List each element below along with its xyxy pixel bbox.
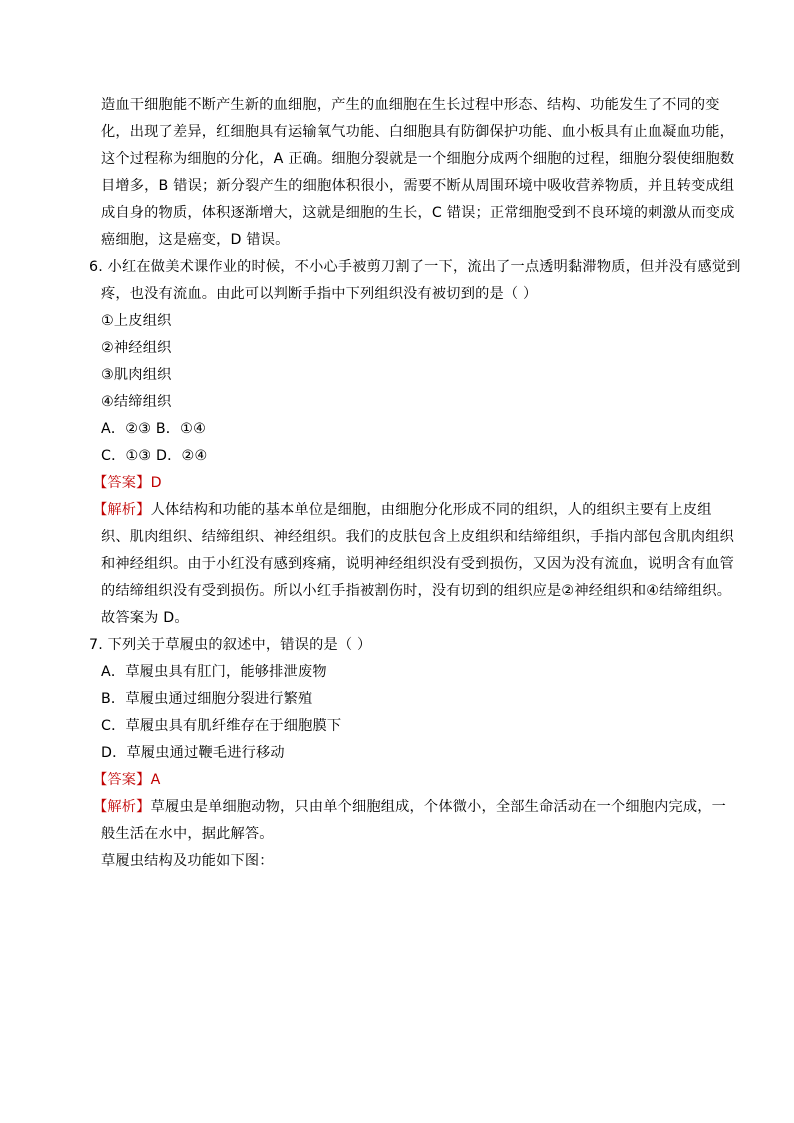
q5-explanation-line-4: 目增多，B 错误；新分裂产生的细胞体积很小，需要不断从周围环境中吸收营养物质，并且转变成组 [101, 178, 735, 194]
q6-analysis-line-5: 故答案为 D。 [101, 610, 189, 626]
q7-figure-caption: 草履虫结构及功能如下图： [101, 853, 274, 869]
q5-explanation-line-3: 这个过程称为细胞的分化，A 正确。细胞分裂就是一个细胞分成两个细胞的过程，细胞分裂使细胞数 [101, 151, 735, 167]
q7-analysis-line-1 [93, 798, 726, 816]
q6-analysis-line-3: 和神经组织。由于小红没有感到疼痛，说明神经组织没有受到损伤，又因为没有流血，说明含有血管 [101, 556, 735, 572]
q6-options-row-1: A．②③ B．①④ [101, 421, 206, 437]
q7-option-b: B．草履虫通过细胞分裂进行繁殖 [101, 691, 313, 707]
q6-analysis-line-1 [93, 501, 712, 519]
q7-answer-label: 【答案】 [93, 772, 151, 788]
q6-options-row-2: C．①③ D．②④ [101, 448, 208, 464]
q7-option-a: A．草履虫具有肛门，能够排泄废物 [101, 664, 327, 680]
q7-answer [93, 771, 160, 789]
q6-answer-label: 【答案】 [93, 475, 151, 491]
q5-explanation-line-5: 成自身的物质，体积逐渐增大，这就是细胞的生长，C 错误；正常细胞受到不良环境的刺激从而变成 [101, 205, 735, 221]
q6-stem-line-1: 6. 小红在做美术课作业的时候，不小心手被剪刀割了一下，流出了一点透明黏滞物质，但并没有感觉到 [89, 259, 741, 275]
q6-item-2: ②神经组织 [101, 340, 172, 356]
q6-item-3: ③肌肉组织 [101, 367, 172, 383]
q6-stem-line-2: 疼，也没有流血。由此可以判断手指中下列组织没有被切到的是（ ） [101, 286, 538, 302]
q6-answer [93, 474, 162, 492]
q6-answer-value: D [150, 475, 162, 491]
q7-analysis-label: 【解析】 [93, 799, 151, 815]
q6-item-4: ④结缔组织 [101, 394, 172, 410]
q6-analysis-text-1: 人体结构和功能的基本单位是细胞，由细胞分化形成不同的组织，人的组织主要有上皮组 [150, 502, 712, 518]
q5-explanation-line-6: 癌细胞，这是癌变，D 错误。 [101, 232, 290, 248]
q7-analysis-line-2: 般生活在水中，据此解答。 [101, 826, 274, 842]
q5-explanation-line-1: 造血干细胞能不断产生新的血细胞，产生的血细胞在生长过程中形态、结构、功能发生了不同的变 [101, 97, 720, 113]
q7-answer-value: A [150, 772, 161, 788]
q7-stem: 7. 下列关于草履虫的叙述中，错误的是（ ） [89, 637, 372, 653]
q6-analysis-label: 【解析】 [93, 502, 151, 518]
q7-option-d: D．草履虫通过鞭毛进行移动 [101, 745, 285, 761]
q6-analysis-line-2: 织、肌肉组织、结缔组织、神经组织。我们的皮肤包含上皮组织和结缔组织，手指内部包含肌肉组织 [101, 529, 735, 545]
q5-explanation-line-2: 化，出现了差异，红细胞具有运输氧气功能、白细胞具有防御保护功能、血小板具有止血凝血功能， [101, 124, 735, 140]
q7-analysis-text-1: 草履虫是单细胞动物，只由单个细胞组成，个体微小，全部生命活动在一个细胞内完成，一 [150, 799, 727, 815]
q6-analysis-line-4: 的结缔组织没有受到损伤。所以小红手指被割伤时，没有切到的组织应是②神经组织和④结缔组织。 [101, 583, 732, 599]
q6-item-1: ①上皮组织 [101, 313, 172, 329]
q7-option-c: C．草履虫具有肌纤维存在于细胞膜下 [101, 718, 342, 734]
